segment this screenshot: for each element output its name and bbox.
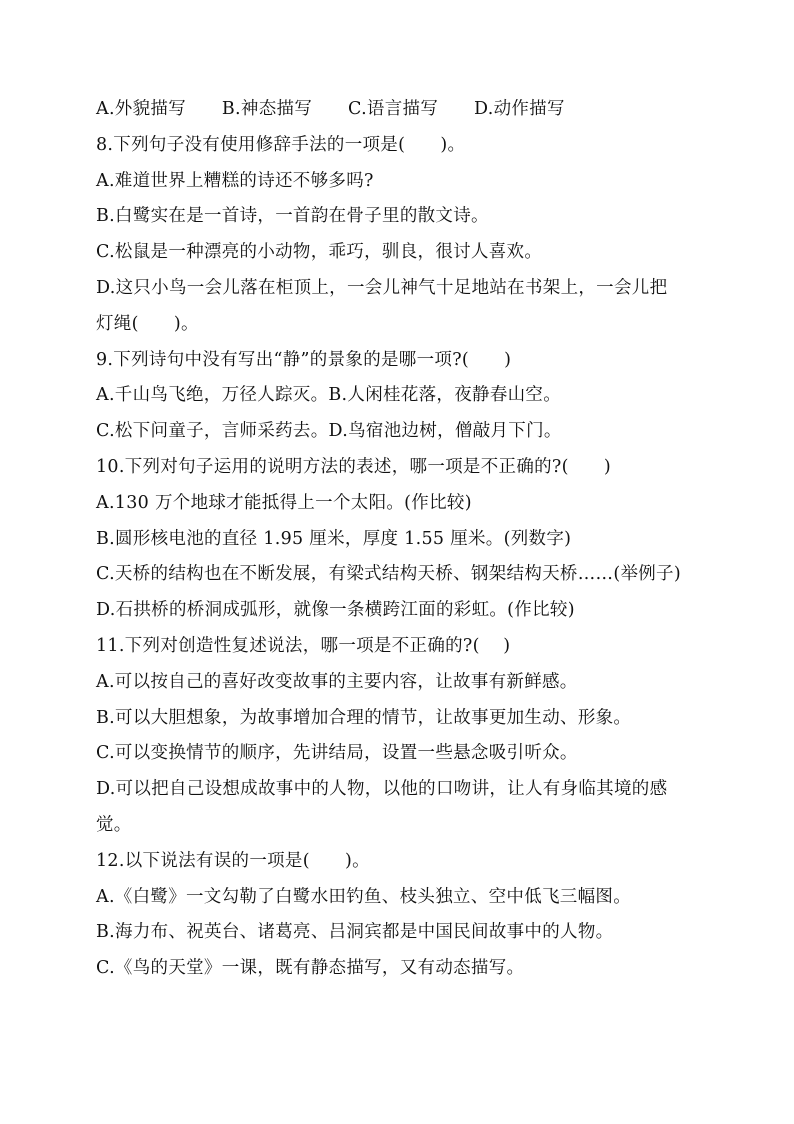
option-a: A.外貌描写 (96, 99, 187, 119)
q8-option-a: A.难道世界上糟糕的诗还不够多吗? (96, 170, 374, 191)
q8-option-b: B.白鹭实在是一首诗，一首韵在骨子里的散文诗。 (96, 206, 489, 227)
document-page (96, 92, 716, 987)
q9-options-cd: C.松下问童子，言师采药去。D.鸟宿池边树，僧敲月下门。 (96, 421, 562, 442)
q12-option-c: C.《鸟的天堂》一课，既有静态描写，又有动态描写。 (96, 958, 525, 979)
q8-option-d-continued: 灯绳( )。 (96, 313, 199, 334)
q10-option-c: C.天桥的结构也在不断发展，有梁式结构天桥、钢架结构天桥……(举例子) (96, 564, 681, 585)
q10-option-d: D.石拱桥的桥洞成弧形，就像一条横跨江面的彩虹。(作比较) (96, 600, 575, 621)
q11-option-b: B.可以大胆想象，为故事增加合理的情节，让故事更加生动、形象。 (96, 707, 632, 728)
q7-options (96, 92, 716, 128)
q11-option-d: D.可以把自己设想成故事中的人物，以他的口吻讲，让人有身临其境的感 (96, 779, 668, 800)
q9-options-ab: A.千山鸟飞绝，万径人踪灭。B.人闲桂花落，夜静春山空。 (96, 385, 562, 406)
question-9: 9.下列诗句中没有写出“静”的景象的是哪一项?( ) (96, 349, 512, 370)
q11-option-a: A.可以按自己的喜好改变故事的主要内容，让故事有新鲜感。 (96, 671, 578, 692)
q8-option-d: D.这只小鸟一会儿落在柜顶上，一会儿神气十足地站在书架上，一会儿把 (96, 277, 668, 298)
question-10: 10.下列对句子运用的说明方法的表述，哪一项是不正确的?( ) (96, 456, 612, 477)
option-d: D.动作描写 (474, 99, 565, 119)
question-12: 12.以下说法有误的一项是( )。 (96, 850, 370, 871)
option-c: C.语言描写 (348, 99, 439, 119)
question-8: 8.下列句子没有使用修辞手法的一项是( )。 (96, 134, 466, 155)
q11-option-c: C.可以变换情节的顺序，先讲结局，设置一些悬念吸引听众。 (96, 743, 578, 764)
q8-option-c: C.松鼠是一种漂亮的小动物，乖巧，驯良，很讨人喜欢。 (96, 242, 543, 263)
q12-option-b: B.海力布、祝英台、诸葛亮、吕洞宾都是中国民间故事中的人物。 (96, 922, 614, 943)
q12-option-a: A.《白鹭》一文勾勒了白鹭水田钓鱼、枝头独立、空中低飞三幅图。 (96, 886, 631, 907)
option-b: B.神态描写 (221, 99, 313, 119)
question-11: 11.下列对创造性复述说法，哪一项是不正确的?( ) (96, 635, 511, 656)
q11-option-d-continued: 觉。 (96, 814, 132, 835)
q10-option-a: A.130 万个地球才能抵得上一个太阳。(作比较) (96, 492, 472, 513)
q10-option-b: B.圆形核电池的直径 1.95 厘米，厚度 1.55 厘米。(列数字) (96, 528, 572, 549)
